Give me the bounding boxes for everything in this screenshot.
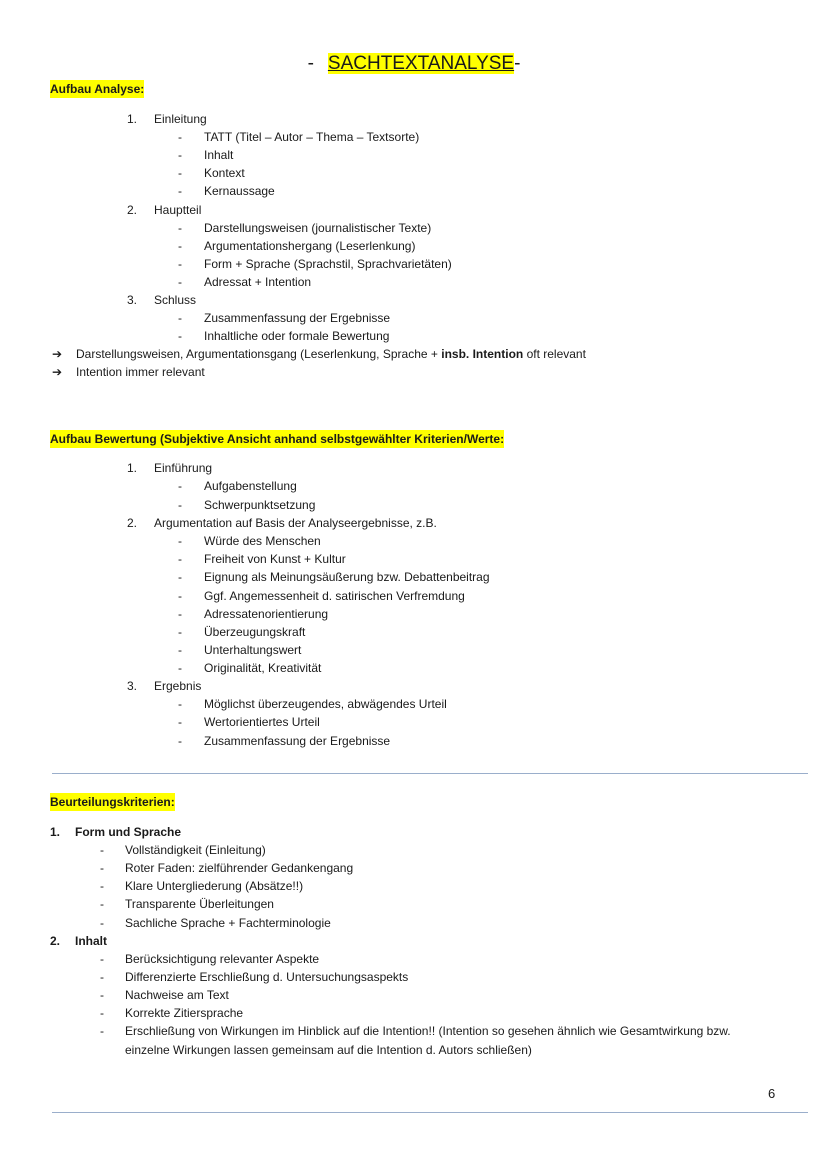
section-heading: Aufbau Bewertung (Subjektive Ansicht anhand selbstgewählter Kriterien/Werte: — [50, 432, 505, 446]
arrow-note-text-end: oft relevant — [523, 347, 586, 361]
bullet-dash: - — [100, 843, 104, 857]
list-number: 2. — [50, 934, 61, 948]
bullet-dash: - — [100, 952, 104, 966]
section-heading: Beurteilungskriterien: — [50, 795, 175, 809]
sub-item: Erschließung von Wirkungen im Hinblick auf die Intention!! (Intention so gesehen ähnlich wie Gesamtwirkung bzw. — [125, 1024, 731, 1038]
sub-item: Würde des Menschen — [204, 534, 321, 548]
sub-item: Wertorientiertes Urteil — [204, 715, 320, 729]
sub-item: Schwerpunktsetzung — [204, 498, 316, 512]
bullet-dash: - — [178, 130, 182, 144]
bullet-dash: - — [178, 570, 182, 584]
sub-item: Berücksichtigung relevanter Aspekte — [125, 952, 320, 966]
sub-item: Unterhaltungswert — [204, 643, 302, 657]
bullet-dash: - — [178, 607, 182, 621]
list-number: 3. — [127, 293, 138, 307]
list-item-label: Ergebnis — [154, 679, 202, 693]
list-item-label: Inhalt — [75, 934, 107, 948]
list-item-label: Form und Sprache — [75, 825, 182, 839]
bullet-dash: - — [100, 1006, 104, 1020]
bullet-dash: - — [178, 715, 182, 729]
sub-item: Inhaltliche oder formale Bewertung — [204, 329, 390, 343]
bullet-dash: - — [178, 552, 182, 566]
bullet-dash: - — [178, 221, 182, 235]
arrow-note-text: Darstellungsweisen, Argumentationsgang (Leserlenkung, Sprache + — [76, 347, 442, 361]
bullet-dash: - — [178, 661, 182, 675]
sub-item: Adressatenorientierung — [204, 607, 329, 621]
sub-item: Korrekte Zitiersprache — [125, 1006, 244, 1020]
sub-item: Kernaussage — [204, 184, 275, 198]
sub-item: Klare Untergliederung (Absätze!!) — [125, 879, 304, 893]
sub-item: Eignung als Meinungsäußerung bzw. Debattenbeitrag — [204, 570, 490, 584]
bullet-dash: - — [100, 916, 104, 930]
bullet-dash: - — [178, 734, 182, 748]
sub-item: Aufgabenstellung — [204, 479, 297, 493]
sub-item: Darstellungsweisen (journalistischer Texte) — [204, 221, 432, 235]
arrow-icon: ➔ — [52, 347, 63, 361]
arrow-note — [76, 345, 586, 363]
bullet-dash: - — [178, 275, 182, 289]
section-heading: Aufbau Analyse: — [50, 82, 145, 96]
page-title — [0, 52, 828, 76]
bullet-dash: - — [178, 329, 182, 343]
bullet-dash: - — [100, 879, 104, 893]
bullet-dash: - — [100, 970, 104, 984]
sub-item: Zusammenfassung der Ergebnisse — [204, 734, 391, 748]
bullet-dash: - — [178, 257, 182, 271]
bullet-dash: - — [178, 534, 182, 548]
arrow-note: Intention immer relevant — [76, 365, 205, 379]
list-number: 2. — [127, 203, 138, 217]
bullet-dash: - — [178, 643, 182, 657]
sub-item: Nachweise am Text — [125, 988, 229, 1002]
bullet-dash: - — [178, 184, 182, 198]
footer-divider — [52, 1112, 808, 1113]
sub-item: Originalität, Kreativität — [204, 661, 322, 675]
sub-item: Ggf. Angemessenheit d. satirischen Verfremdung — [204, 589, 465, 603]
arrow-icon: ➔ — [52, 365, 63, 379]
sub-item: einzelne Wirkungen lassen gemeinsam auf die Intention d. Autors schließen) — [125, 1043, 532, 1057]
list-number: 1. — [50, 825, 61, 839]
title-dash-right: - — [514, 53, 521, 74]
list-number: 3. — [127, 679, 138, 693]
sub-item: Form + Sprache (Sprachstil, Sprachvarietäten) — [204, 257, 452, 271]
sub-item: Transparente Überleitungen — [125, 897, 274, 911]
sub-item: Freiheit von Kunst + Kultur — [204, 552, 346, 566]
sub-item: Differenzierte Erschließung d. Untersuchungsaspekts — [125, 970, 409, 984]
arrow-note-emphasis: insb. Intention — [441, 347, 524, 361]
bullet-dash: - — [178, 479, 182, 493]
divider — [52, 773, 808, 774]
title-dash-left: - — [307, 53, 314, 74]
bullet-dash: - — [178, 498, 182, 512]
sub-item: Überzeugungskraft — [204, 625, 306, 639]
sub-item: Zusammenfassung der Ergebnisse — [204, 311, 391, 325]
list-number: 2. — [127, 516, 138, 530]
page-number: 6 — [768, 1086, 776, 1101]
sub-item: Sachliche Sprache + Fachterminologie — [125, 916, 331, 930]
list-item-label: Einleitung — [154, 112, 207, 126]
sub-item: Argumentationshergang (Leserlenkung) — [204, 239, 416, 253]
bullet-dash: - — [100, 988, 104, 1002]
list-item-label: Hauptteil — [154, 203, 202, 217]
bullet-dash: - — [100, 861, 104, 875]
bullet-dash: - — [178, 148, 182, 162]
list-item-label: Schluss — [154, 293, 197, 307]
sub-item: Inhalt — [204, 148, 234, 162]
bullet-dash: - — [100, 897, 104, 911]
bullet-dash: - — [178, 311, 182, 325]
bullet-dash: - — [178, 166, 182, 180]
bullet-dash: - — [178, 697, 182, 711]
title-text: SACHTEXTANALYSE — [327, 53, 515, 74]
list-number: 1. — [127, 461, 138, 475]
sub-item: Kontext — [204, 166, 245, 180]
sub-item: Roter Faden: zielführender Gedankengang — [125, 861, 354, 875]
list-number: 1. — [127, 112, 138, 126]
list-item-label: Einführung — [154, 461, 213, 475]
bullet-dash: - — [100, 1024, 104, 1038]
bullet-dash: - — [178, 625, 182, 639]
sub-item: Möglichst überzeugendes, abwägendes Urteil — [204, 697, 447, 711]
list-item-label: Argumentation auf Basis der Analyseergebnisse, z.B. — [154, 516, 437, 530]
bullet-dash: - — [178, 239, 182, 253]
sub-item: TATT (Titel – Autor – Thema – Textsorte) — [204, 130, 420, 144]
bullet-dash: - — [178, 589, 182, 603]
sub-item: Vollständigkeit (Einleitung) — [125, 843, 266, 857]
sub-item: Adressat + Intention — [204, 275, 312, 289]
